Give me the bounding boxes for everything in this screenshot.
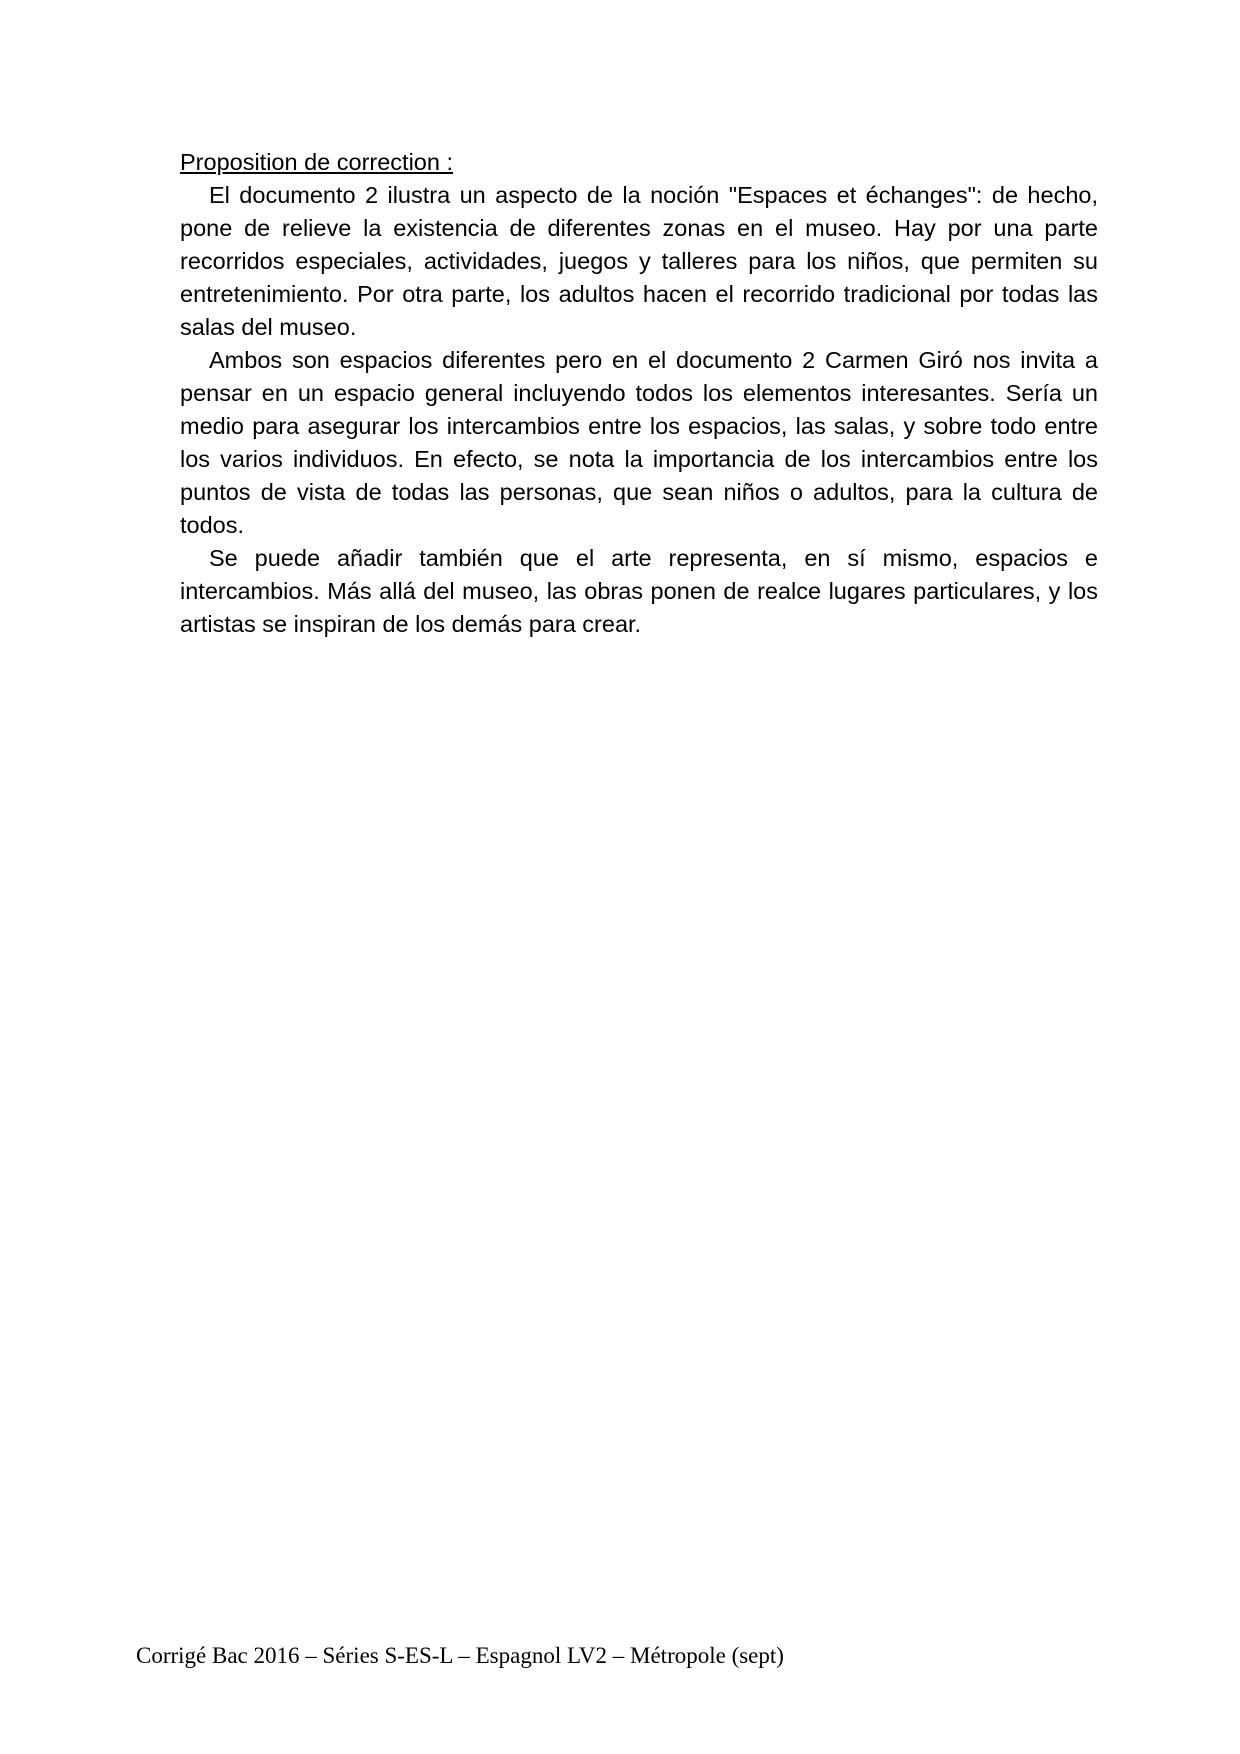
paragraph-1: El documento 2 ilustra un aspecto de la noción "Espaces et échanges": de hecho, pone de relieve la existencia de diferentes zonas en el museo. Hay por una parte recorridos especiales, actividades, juegos y talleres para los niños, que permiten su entretenimiento. Por otra parte, los adultos hacen el recorrido tradicional por todas las salas del museo. (180, 182, 1098, 340)
paragraph-2: Ambos son espacios diferentes pero en el documento 2 Carmen Giró nos invita a pensar en un espacio general incluyendo todos los elementos interesantes. Sería un medio para asegurar los intercambios entre los espacios, las salas, y sobre todo entre los varios individuos. En efecto, se nota la importancia de los intercambios entre los puntos de vista de todas las personas, que sean niños o adultos, para la cultura de todos. (180, 347, 1098, 538)
page-footer: Corrigé Bac 2016 – Séries S-ES-L – Espagnol LV2 – Métropole (sept) (136, 1643, 784, 1668)
document-body (180, 146, 1098, 641)
section-heading: Proposition de correction : (180, 149, 454, 175)
paragraph-3: Se puede añadir también que el arte representa, en sí mismo, espacios e intercambios. Más allá del museo, las obras ponen de realce lugares particulares, y los artistas se inspiran de los demás para crear. (180, 545, 1098, 637)
